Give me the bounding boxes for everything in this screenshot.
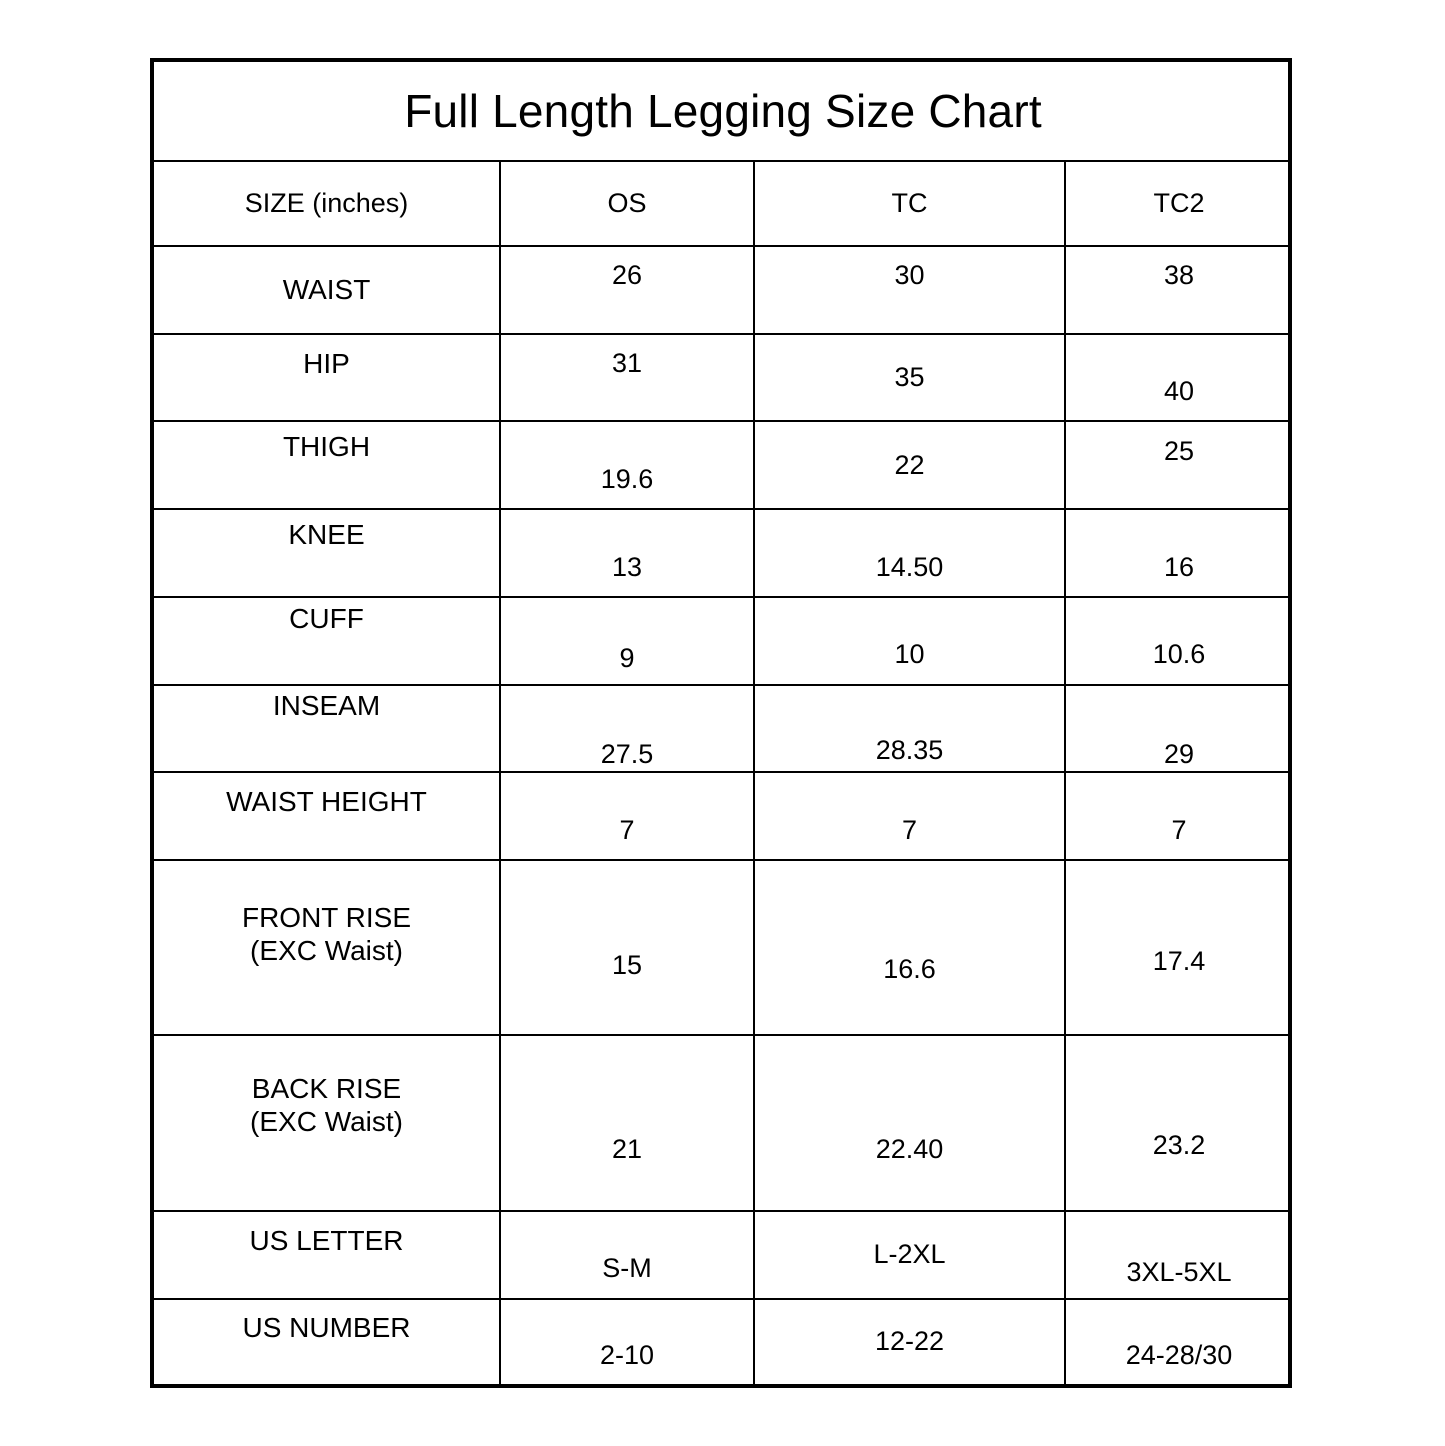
table-row: [154, 509, 1292, 597]
cell-value: 16.6: [883, 954, 936, 985]
table-row: [154, 1035, 1292, 1211]
cell-cuff-tc: [754, 597, 1065, 685]
cell-us-number-os: [500, 1299, 754, 1384]
table-row: [154, 685, 1292, 773]
table-row: [154, 597, 1292, 685]
cell-cuff-os: [500, 597, 754, 685]
cell-value: 3XL-5XL: [1126, 1257, 1232, 1288]
cell-value: 10: [894, 639, 925, 670]
cell-thigh-os: [500, 421, 754, 509]
cell-value: 31: [611, 348, 643, 379]
column-header-os: OS: [500, 161, 754, 246]
cell-value: 15: [611, 950, 643, 981]
cell-front-rise-os: [500, 860, 754, 1036]
cell-inseam-os: [500, 685, 754, 773]
cell-value: 28.35: [875, 734, 944, 765]
cell-value: 40: [1163, 376, 1195, 407]
row-label-text: US LETTER: [249, 1224, 404, 1256]
cell-thigh-tc: [754, 421, 1065, 509]
column-header-tc: TC: [754, 161, 1065, 246]
page-title: Full Length Legging Size Chart: [154, 62, 1292, 161]
cell-cuff-tc2: [1065, 597, 1292, 685]
cell-value: 23.2: [1152, 1129, 1206, 1160]
cell-value: 22.40: [875, 1133, 944, 1164]
cell-waist-tc: [754, 246, 1065, 334]
row-label-text: HIP: [303, 347, 350, 379]
table-row: [154, 772, 1292, 860]
cell-value: 9: [619, 643, 635, 674]
cell-waist-os: [500, 246, 754, 334]
table-row: [154, 860, 1292, 1036]
row-label-hip: [154, 334, 500, 422]
row-label-subtext: (EXC Waist): [250, 1106, 403, 1138]
row-label-text: INSEAM: [272, 690, 381, 722]
title-row: [154, 62, 1292, 161]
cell-value: 7: [1171, 814, 1187, 845]
cell-inseam-tc: [754, 685, 1065, 773]
cell-value: 7: [619, 814, 635, 845]
row-label-thigh: [154, 421, 500, 509]
cell-value: 7: [901, 814, 918, 845]
row-label-subtext: (EXC Waist): [250, 934, 403, 966]
table-row: [154, 1211, 1292, 1299]
cell-inseam-tc2: [1065, 685, 1292, 773]
row-label-knee: [154, 509, 500, 597]
cell-us-number-tc: [754, 1299, 1065, 1384]
row-label-back-rise: [154, 1035, 500, 1211]
cell-value: 22: [894, 449, 925, 480]
cell-value: 16: [1163, 551, 1195, 582]
row-label-us-number: [154, 1299, 500, 1384]
table-row: [154, 246, 1292, 334]
cell-value: 30: [894, 260, 925, 291]
row-label-text: BACK RISE: [251, 1073, 402, 1105]
cell-value: S-M: [602, 1253, 652, 1284]
row-label-front-rise: [154, 860, 500, 1036]
cell-us-letter-os: [500, 1211, 754, 1299]
table-row: [154, 1299, 1292, 1384]
cell-value: 17.4: [1152, 946, 1206, 977]
cell-value: 24-28/30: [1125, 1340, 1233, 1371]
cell-value: 10.6: [1152, 639, 1206, 670]
cell-value: 27.5: [600, 738, 654, 769]
row-label-text: FRONT RISE: [241, 901, 412, 933]
row-label-text: THIGH: [282, 431, 371, 463]
cell-front-rise-tc2: [1065, 860, 1292, 1036]
cell-value: 13: [611, 551, 643, 582]
row-label-text: US NUMBER: [242, 1311, 411, 1343]
cell-back-rise-tc2: [1065, 1035, 1292, 1211]
cell-hip-os: [500, 334, 754, 422]
cell-front-rise-tc: [754, 860, 1065, 1036]
cell-hip-tc: [754, 334, 1065, 422]
row-label-waist: WAIST: [154, 246, 500, 334]
row-label-text: KNEE: [288, 519, 365, 551]
cell-back-rise-os: [500, 1035, 754, 1211]
cell-knee-tc2: [1065, 509, 1292, 597]
row-label-waist-height: [154, 772, 500, 860]
cell-knee-tc: [754, 509, 1065, 597]
cell-thigh-tc2: [1065, 421, 1292, 509]
cell-value: 21: [611, 1133, 643, 1164]
cell-value: 29: [1163, 738, 1195, 769]
cell-value: 26: [611, 260, 643, 291]
table-row: [154, 421, 1292, 509]
cell-us-number-tc2: [1065, 1299, 1292, 1384]
row-label-text: CUFF: [289, 602, 364, 634]
cell-value: 38: [1163, 260, 1195, 291]
table-row: [154, 334, 1292, 422]
cell-back-rise-tc: [754, 1035, 1065, 1211]
cell-waist-tc2: [1065, 246, 1292, 334]
cell-value: L-2XL: [873, 1239, 946, 1270]
cell-value: 2-10: [599, 1340, 655, 1371]
cell-waist-height-tc: [754, 772, 1065, 860]
row-label-cuff: [154, 597, 500, 685]
cell-us-letter-tc2: [1065, 1211, 1292, 1299]
size-chart-sheet: [150, 58, 1292, 1388]
cell-waist-height-tc2: [1065, 772, 1292, 860]
column-header-size: SIZE (inches): [154, 161, 500, 246]
cell-value: 25: [1163, 435, 1195, 466]
row-label-inseam: [154, 685, 500, 773]
cell-value: 14.50: [875, 551, 944, 582]
cell-hip-tc2: [1065, 334, 1292, 422]
cell-waist-height-os: [500, 772, 754, 860]
cell-us-letter-tc: [754, 1211, 1065, 1299]
column-header-tc2: TC2: [1065, 161, 1292, 246]
row-label-text: WAIST HEIGHT: [226, 786, 427, 818]
cell-value: 35: [894, 362, 925, 393]
cell-knee-os: [500, 509, 754, 597]
size-chart-table: [154, 62, 1292, 1384]
row-label-us-letter: [154, 1211, 500, 1299]
cell-value: 19.6: [600, 463, 654, 494]
header-row: [154, 161, 1292, 246]
cell-value: 12-22: [874, 1326, 945, 1357]
